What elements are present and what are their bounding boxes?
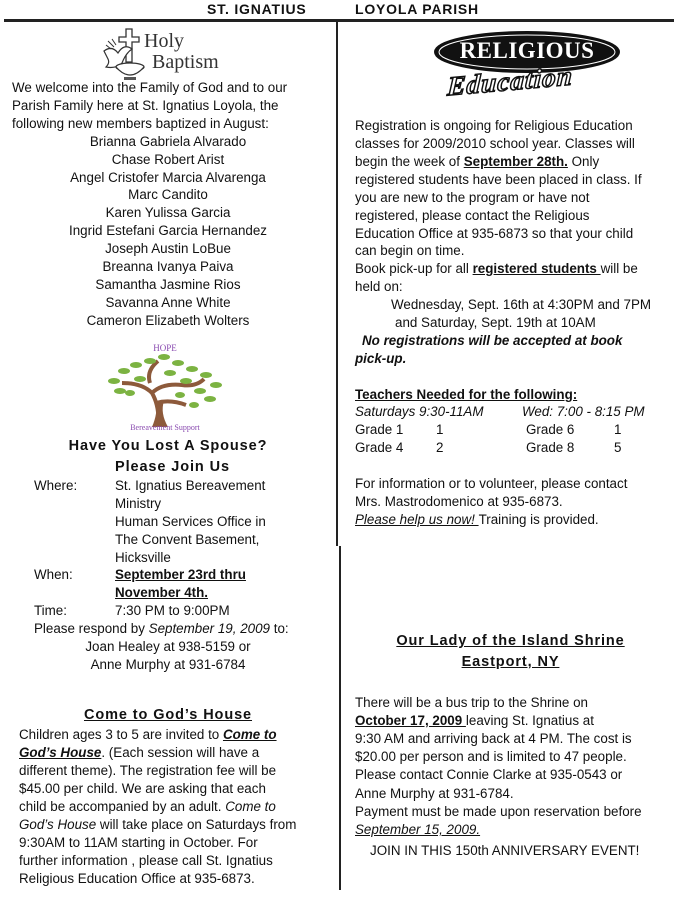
where-line: The Convent Basement,: [115, 532, 260, 547]
baptism-intro-line: following new members baptized in August:: [12, 116, 269, 131]
header-right: LOYOLA PARISH: [355, 1, 479, 17]
no-registration-notice: No registrations will be accepted at book: [362, 333, 623, 348]
grade-count: 2: [436, 440, 444, 455]
gods-house-emphasis: God’s House: [19, 745, 102, 760]
logo-education-text: Education: [446, 60, 574, 102]
shrine-line: 9:30 AM and arriving back at 4 PM. The cost is: [355, 731, 632, 746]
where-label: Where:: [34, 478, 78, 493]
baptism-intro-line: We welcome into the Family of God and to our: [12, 80, 288, 95]
gods-house-line: further information , please call St. Ignatius: [19, 853, 273, 868]
gods-house-title: Come to God’s House: [83, 707, 253, 723]
gods-house-line: [19, 816, 296, 834]
baptized-name: Angel Cristofer Marcia Alvarenga: [70, 170, 266, 185]
reg-line: Education Office at 935-6873 so that your child: [355, 226, 634, 241]
grade-label: Grade 4: [355, 440, 404, 455]
logo-text-holy: Holy: [144, 30, 184, 52]
gods-house-line: [19, 798, 276, 816]
baptized-name: Joseph Austin LoBue: [105, 241, 231, 256]
where-line: Human Services Office in: [115, 514, 266, 529]
respond-date: September 19, 2009: [148, 621, 270, 636]
baptized-name: Samantha Jasmine Rios: [95, 277, 241, 292]
text: begin the week of: [355, 154, 464, 169]
shrine-line: $20.00 per person and is limited to 47 people.: [355, 749, 627, 764]
grade-label: Grade 6: [526, 422, 575, 437]
shrine-line: [355, 712, 594, 730]
shrine-line: There will be a bus trip to the Shrine on: [355, 695, 588, 710]
text: Only: [567, 154, 600, 169]
text: Training is provided.: [478, 512, 599, 527]
gods-house-line: 9:30AM to 11AM starting in October. For: [19, 835, 258, 850]
gods-house-italic: Come to: [225, 799, 276, 814]
logo-text-baptism: Baptism: [152, 51, 219, 73]
baptized-name: Savanna Anne White: [105, 295, 231, 310]
payment-deadline: September 15, 2009.: [355, 822, 481, 837]
respond-text: Please respond by: [34, 621, 149, 636]
help-line: [355, 511, 599, 529]
help-us-now: Please help us now!: [355, 512, 479, 527]
baptized-name: Ingrid Estefani Garcia Hernandez: [69, 223, 267, 238]
text: leaving St. Ignatius at: [465, 713, 594, 728]
contact-line: Joan Healey at 938-5159 or: [85, 639, 251, 654]
time-label: Time:: [34, 603, 67, 618]
header-left: ST. IGNATIUS: [207, 1, 307, 17]
grade-count: 1: [614, 422, 622, 437]
shrine-location: Eastport, NY: [461, 654, 560, 670]
text: will be: [600, 261, 638, 276]
baptized-name: Cameron Elizabeth Wolters: [86, 313, 250, 328]
grade-label: Grade 8: [526, 440, 575, 455]
holy-baptism-logo: [100, 27, 220, 83]
bereavement-title: Have You Lost A Spouse?: [68, 438, 268, 454]
religious-education-logo: [432, 30, 622, 102]
time-value: 7:30 PM to 9:00PM: [115, 603, 230, 618]
reg-line: [355, 153, 599, 171]
bereavement-subtitle: Please Join Us: [115, 459, 230, 475]
column-divider-bottom: [339, 546, 341, 890]
book-line: held on:: [355, 279, 403, 294]
text: Children ages 3 to 5 are invited to: [19, 727, 223, 742]
reg-line: registered students have been placed in class. If: [355, 172, 642, 187]
where-line: Ministry: [115, 496, 162, 511]
shrine-line: Please contact Connie Clarke at 935-0543 or: [355, 767, 623, 782]
when-value: September 23rd thru: [115, 567, 246, 582]
text: Book pick-up for all: [355, 261, 473, 276]
gods-house-italic: God’s House: [19, 817, 97, 832]
gods-house-line: $45.00 per child. We are asking that each: [19, 781, 266, 796]
no-registration-notice: pick-up.: [355, 351, 407, 366]
baptized-name: Brianna Gabriela Alvarado: [89, 134, 247, 149]
shrine-line: Anne Murphy at 931-6784.: [355, 786, 514, 801]
shrine-line: Payment must be made upon reservation before: [355, 804, 642, 819]
gods-house-emphasis: Come to: [222, 727, 277, 742]
baptized-name: Marc Candito: [128, 187, 208, 202]
info-line: For information or to volunteer, please contact: [355, 476, 628, 491]
logo-religious-text: RELIGIOUS: [459, 38, 595, 63]
contact-line: Anne Murphy at 931-6784: [90, 657, 246, 672]
when-label: When:: [34, 567, 73, 582]
where-line: St. Ignatius Bereavement: [115, 478, 266, 493]
gods-house-line: [19, 744, 259, 762]
gods-house-line: Religious Education Office at 935-6873.: [19, 871, 255, 886]
reg-line: Registration is ongoing for Religious Education: [355, 118, 633, 133]
text: . (Each session will have a: [101, 745, 260, 760]
hope-bereavement-logo: [100, 343, 230, 433]
text: will take place on Saturdays from: [96, 817, 297, 832]
baptized-name: Breanna Ivanya Paiva: [102, 259, 234, 274]
reg-line: registered, please contact the Religious: [355, 208, 590, 223]
reg-line: classes for 2009/2010 school year. Classes will: [355, 136, 635, 151]
wednesday-schedule: Wed: 7:00 - 8:15 PM: [522, 404, 645, 419]
book-line: [355, 260, 638, 278]
trip-date: October 17, 2009: [355, 713, 466, 728]
hope-logo-text: HOPE: [153, 343, 177, 353]
gods-house-line: different theme). The registration fee will be: [19, 763, 277, 778]
registered-students-emphasis: registered students: [472, 261, 601, 276]
grade-count: 5: [614, 440, 622, 455]
column-divider-top: [336, 21, 338, 546]
when-value: November 4th.: [115, 585, 209, 600]
reg-line: can begin on time.: [355, 243, 465, 258]
teachers-needed-title: Teachers Needed for the following:: [355, 387, 578, 402]
start-date: September 28th.: [463, 154, 568, 169]
text: child be accompanied by an adult.: [19, 799, 226, 814]
grade-count: 1: [436, 422, 444, 437]
baptized-name: Chase Robert Arist: [111, 152, 225, 167]
gods-house-line: [19, 726, 277, 744]
reg-line: you are new to the program or have not: [355, 190, 590, 205]
baptism-intro-line: Parish Family here at St. Ignatius Loyola, the: [12, 98, 279, 113]
grade-label: Grade 1: [355, 422, 404, 437]
book-line: and Saturday, Sept. 19th at 10AM: [395, 315, 596, 330]
baptized-name: Karen Yulissa Garcia: [105, 205, 231, 220]
header-rule: [4, 19, 674, 22]
shrine-title: Our Lady of the Island Shrine: [396, 633, 625, 649]
where-line: Hicksville: [115, 550, 171, 565]
dove-cross-font-icon: [100, 27, 148, 83]
respond-line: [34, 620, 289, 638]
anniversary-line: JOIN IN THIS 150th ANNIVERSARY EVENT!: [370, 843, 640, 858]
book-line: Wednesday, Sept. 16th at 4:30PM and 7PM: [391, 297, 652, 312]
saturday-schedule: Saturdays 9:30-11AM: [355, 404, 484, 419]
bereavement-logo-text: Bereavement Support: [130, 423, 200, 432]
respond-text-end: to:: [270, 621, 289, 636]
tree-icon: [100, 351, 230, 427]
info-line: Mrs. Mastrodomenico at 935-6873.: [355, 494, 563, 509]
